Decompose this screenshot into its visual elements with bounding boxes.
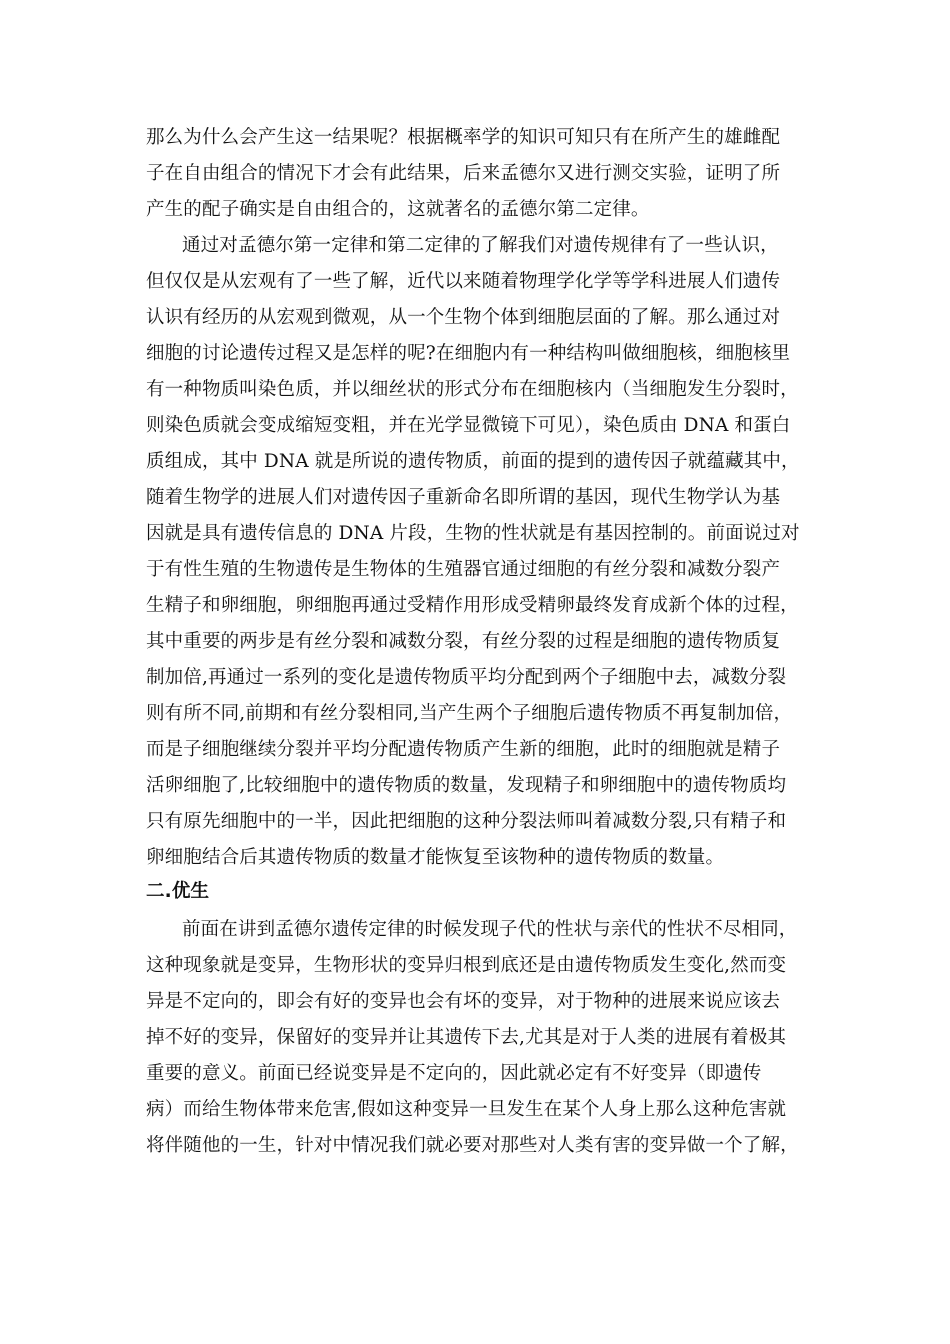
body-text-line: 有一种物质叫染色质，并以细丝状的形式分布在细胞核内（当细胞发生分裂时，	[146, 379, 799, 400]
body-text-line: 卵细胞结合后其遗传物质的数量才能恢复至该物种的遗传物质的数量。	[146, 847, 725, 868]
body-text-line: 则有所不同,前期和有丝分裂相同,当产生两个子细胞后遗传物质不再复制加倍，	[146, 703, 793, 724]
body-text-line: 认识有经历的从宏观到微观，从一个生物个体到细胞层面的了解。那么通过对	[146, 307, 781, 328]
body-text-line: 活卵细胞了,比较细胞中的遗传物质的数量，发现精子和卵细胞中的遗传物质均	[146, 775, 787, 796]
body-text-line: 重要的意义。前面已经说变异是不定向的，因此就必定有不好变异（即遗传	[146, 1063, 762, 1084]
body-text-line: 于有性生殖的生物遗传是生物体的生殖器官通过细胞的有丝分裂和减数分裂产	[146, 559, 781, 580]
body-text-line: 异是不定向的，即会有好的变异也会有坏的变异，对于物种的进展来说应该去	[146, 991, 781, 1012]
body-text-line: 掉不好的变异，保留好的变异并让其遗传下去,尤其是对于人类的进展有着极其	[146, 1027, 787, 1048]
paragraph-first-line: 前面在讲到孟德尔遗传定律的时候发现子代的性状与亲代的性状不尽相同，	[182, 919, 798, 940]
body-text-line: 生精子和卵细胞，卵细胞再通过受精作用形成受精卵最终发育成新个体的过程，	[146, 595, 799, 616]
body-text-line: 但仅仅是从宏观有了一些了解，近代以来随着物理学化学等学科进展人们遗传	[146, 271, 781, 292]
body-text-line: 制加倍,再通过一系列的变化是遗传物质平均分配到两个子细胞中去，减数分裂	[146, 667, 787, 688]
paragraph-first-line: 通过对孟德尔第一定律和第二定律的了解我们对遗传规律有了一些认识，	[182, 235, 779, 256]
body-text-line: 质组成，其中 DNA 就是所说的遗传物质，前面的提到的遗传因子就蕴藏其中，	[146, 451, 800, 472]
body-text-line: 细胞的讨论遗传过程又是怎样的呢?在细胞内有一种结构叫做细胞核，细胞核里	[146, 343, 791, 364]
body-text-line: 其中重要的两步是有丝分裂和减数分裂，有丝分裂的过程是细胞的遗传物质复	[146, 631, 781, 652]
body-text-line: 随着生物学的进展人们对遗传因子重新命名即所谓的基因，现代生物学认为基	[146, 487, 781, 508]
body-text-line: 因就是具有遗传信息的 DNA 片段，生物的性状就是有基因控制的。前面说过对	[146, 523, 800, 544]
body-text-line: 只有原先细胞中的一半，因此把细胞的这种分裂法师叫着减数分裂,只有精子和	[146, 811, 787, 832]
body-text-line: 将伴随他的一生，针对中情况我们就必要对那些对人类有害的变异做一个了解，	[146, 1135, 799, 1156]
body-text-line: 则染色质就会变成缩短变粗，并在光学显微镜下可见），染色质由 DNA 和蛋白	[146, 415, 791, 436]
body-text-line: 产生的配子确实是自由组合的，这就著名的孟德尔第二定律。	[146, 199, 650, 220]
body-text-line: 这种现象就是变异，生物形状的变异归根到底还是由遗传物质发生变化,然而变	[146, 955, 787, 976]
body-text-line: 病）而给生物体带来危害,假如这种变异一旦发生在某个人身上那么这种危害就	[146, 1099, 787, 1120]
section-heading: 二.优生	[146, 881, 210, 902]
body-text-line: 那么为什么会产生这一结果呢？根据概率学的知识可知只有在所产生的雄雌配	[146, 127, 781, 148]
body-text-line: 而是子细胞继续分裂并平均分配遗传物质产生新的细胞，此时的细胞就是精子	[146, 739, 781, 760]
body-text-line: 子在自由组合的情况下才会有此结果，后来孟德尔又进行测交实验，证明了所	[146, 163, 781, 184]
